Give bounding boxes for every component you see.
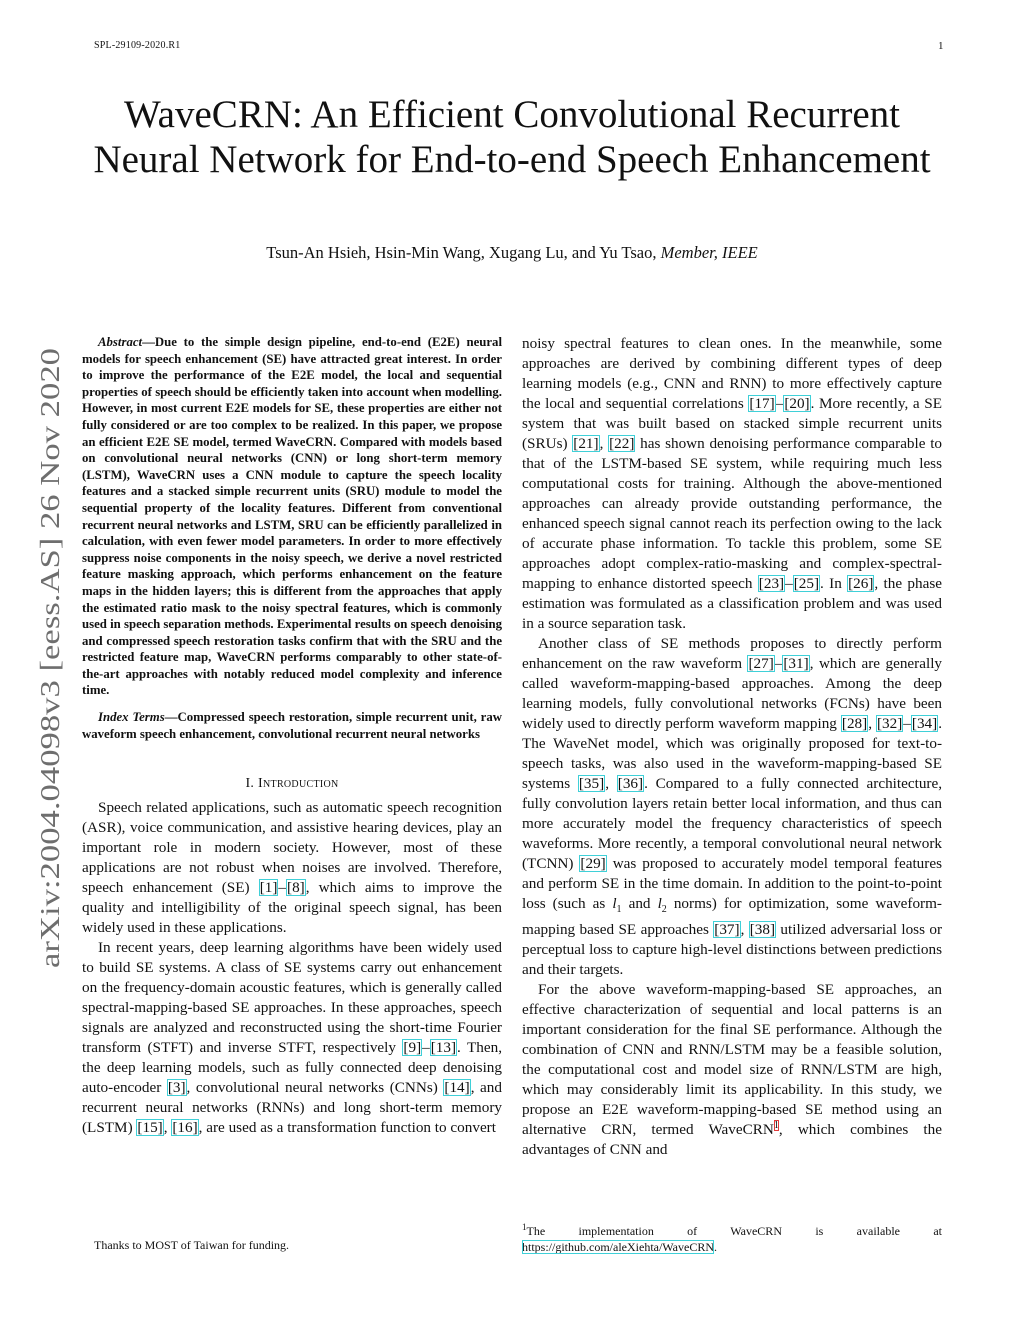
text-run: , which aims to improve the quality and intelligibility of the original speech signal, has been widely used in these applications.: [82, 879, 503, 937]
text-run: ,: [599, 435, 609, 452]
math-l1: [612, 895, 622, 916]
left-column: [82, 334, 502, 1138]
citation-link[interactable]: [37]: [714, 921, 740, 939]
citation-link[interactable]: [14]: [444, 1079, 470, 1097]
math-subscript: 1: [616, 904, 622, 916]
text-run: ,: [605, 775, 617, 792]
citation-link[interactable]: [25]: [793, 575, 820, 592]
text-run: . Compared to a fully connected architecture, fully convolution layers retain better local information, and thus can more accurately model the frequency characteristics of speech waveforms. More recently, a temporal convolutional neural network (TCNN): [522, 775, 943, 872]
math-symbol: l: [612, 895, 617, 912]
math-symbol: l: [657, 895, 662, 912]
citation-link[interactable]: [38]: [749, 921, 776, 939]
text-run: norms) for optimization, some waveform-mapping based SE approaches: [522, 895, 942, 939]
citation-link[interactable]: [28]: [841, 715, 868, 732]
author-membership: Member, IEEE: [660, 243, 758, 262]
abstract: [82, 334, 502, 699]
text-run: For the above waveform-mapping-based SE approaches, an effective characterization of sequential and local patterns is an important consideration for the final SE performance. Although the combination of CNN and RNN/LSTM may be a feasible solution, the computational cost and model size of RNN/LSTM are high, which may considerably limit its applicability. In this study, we propose an E2E waveform-mapping-based SE method using an alternative CRN, termed WaveCRN: [522, 981, 942, 1139]
citation-link[interactable]: [9]: [403, 1039, 422, 1057]
citation-link[interactable]: [22]: [609, 435, 635, 452]
index-terms: [82, 709, 502, 742]
text-run: .: [714, 1240, 717, 1254]
intro-paragraph-4: [522, 980, 942, 1160]
text-run: ,: [163, 1119, 172, 1137]
text-run: ,: [740, 921, 749, 939]
text-run: . Then, the deep learning models, such as fully connected deep denoising auto-encoder: [82, 1039, 502, 1097]
page-number: 1: [938, 40, 944, 52]
citation-link[interactable]: [29]: [580, 855, 606, 872]
funding-footnote: Thanks to MOST of Taiwan for funding.: [94, 1238, 290, 1252]
citation-link[interactable]: [15]: [137, 1119, 163, 1137]
text-run: . More recently, a SE system that was built based on stacked simple recurrent units (SRUs): [522, 395, 943, 452]
text-run: , which combines the advantages of CNN and: [522, 1121, 942, 1159]
citation-link[interactable]: [26]: [848, 575, 874, 592]
footnote-1: [522, 1219, 942, 1255]
citation-link[interactable]: [35]: [578, 775, 605, 792]
right-column: [522, 334, 942, 1160]
citation-link[interactable]: [3]: [167, 1079, 186, 1097]
text-run: noisy spectral features to clean ones. In the meanwhile, some approaches are derived by combining different types of deep learning models (e.g., CNN and RNN) to more effectively capture the local and sequential correlations: [522, 335, 942, 412]
text-run: , which are generally called waveform-mapping-based approaches. Among the deep learning models, fully convolutional networks (FCNs) have been widely used to directly perform waveform mapping: [522, 655, 943, 732]
citation-link[interactable]: [16]: [172, 1119, 198, 1137]
footnote-marker-link[interactable]: 1: [773, 1119, 779, 1131]
arxiv-stamp-text: arXiv:2004.04098v3 [eess.AS] 26 Nov 2020: [35, 485, 65, 968]
text-run: . In: [820, 575, 848, 592]
footnote-number: 1: [522, 1222, 527, 1232]
citation-link[interactable]: [1]: [259, 879, 278, 897]
text-run: Speech related applications, such as automatic speech recognition (ASR), voice communication, and assistive hearing devices, play an important role in modern society. However, most of these applications are not robust when noises are involved. Therefore, speech enhancement (SE): [82, 799, 502, 897]
arxiv-stamp: [35, 338, 65, 978]
text-run: , and recurrent neural networks (RNNs) and long short-term memory (LSTM): [82, 1079, 502, 1137]
text-run: –: [278, 879, 287, 897]
text-run: utilized adversarial loss or perceptual loss to capture high-level distinctions between predictions and their targets.: [522, 921, 943, 979]
author-names: Tsun-An Hsieh, Hsin-Min Wang, Xugang Lu, and Yu Tsao,: [266, 243, 657, 262]
section-numeral: I.: [245, 776, 255, 792]
text-run: . The WaveNet model, which was originally proposed for text-to-speech tasks, was also used in the waveform-mapping-based SE systems: [522, 715, 942, 792]
section-heading: [82, 776, 502, 792]
text-run: , convolutional neural networks (CNNs): [186, 1079, 444, 1097]
citation-link[interactable]: [31]: [783, 655, 809, 672]
index-terms-lead: Index Terms: [98, 710, 165, 725]
citation-link[interactable]: [34]: [911, 715, 938, 732]
citation-link[interactable]: [17]: [749, 395, 775, 412]
github-link[interactable]: https://github.com/aleXiehta/WaveCRN: [522, 1240, 714, 1254]
intro-paragraph-2-continued: [522, 334, 942, 634]
math-l2: [657, 895, 667, 916]
author-line: [80, 243, 944, 263]
citation-link[interactable]: [36]: [617, 775, 644, 792]
paper-title: WaveCRN: An Efficient Convolutional Recurrent Neural Network for End-to-end Speech Enhancement: [93, 93, 931, 181]
abstract-lead: Abstract: [98, 335, 143, 349]
citation-link[interactable]: [21]: [573, 435, 599, 452]
citation-link[interactable]: [32]: [876, 715, 903, 732]
abstract-text: —Due to the simple design pipeline, end-to-end (E2E) neural models for speech enhancement (SE) have attracted great interest. In order to improve the performance of the E2E model, the local and sequential properties of speech should be efficiently taken into account when modelling. However, in most current E2E models for SE, these properties are either not fully considered or are too complex to be realized. In this paper, we propose an efficient E2E SE model, termed WaveCRN. Compared with models based on convolutional neural networks (CNN) or long short-term memory (LSTM), WaveCRN uses a CNN module to capture the speech locality features and a stacked simple recurrent units (SRU) module to model the sequential property of the locality features. Different from conventional recurrent neural networks and LSTM, SRU can be efficiently parallelized in calculation, with even fewer model parameters. In order to more effectively suppress noise components in the noisy speech, we derive a novel restricted feature masking approach, which performs enhancement on the feature maps in the hidden layers; this is different from the approaches that apply the estimated ratio mask to the noisy spectral features, which is commonly used in speech separation methods. Experimental results on speech denoising and compressed speech restoration tasks confirm that with the SRU and the restricted feature map, WaveCRN performs comparably to other state-of-the-art approaches with notably reduced model complexity and inference time.: [82, 335, 502, 698]
index-terms-text: —Compressed speech restoration, simple recurrent unit, raw waveform speech enhancement, convolutional recurrent neural networks: [82, 710, 502, 741]
intro-paragraph-1: [82, 798, 502, 938]
text-run: was proposed to accurately model temporal features and perform SE in the time domain. In addition to the point-to-point loss (such as: [522, 855, 942, 912]
text-run: –: [422, 1039, 430, 1057]
math-subscript: 2: [661, 904, 667, 916]
citation-link[interactable]: [20]: [784, 395, 810, 412]
text-run: , are used as a transformation function to convert: [198, 1119, 496, 1137]
text-run: and: [621, 895, 658, 912]
text-run: –: [785, 575, 793, 592]
footnote-text: The implementation of WaveCRN is available at: [526, 1224, 942, 1238]
intro-paragraph-2: [82, 938, 502, 1138]
text-run: –: [774, 655, 783, 672]
intro-paragraph-3: [522, 634, 942, 980]
manuscript-id: SPL-29109-2020.R1: [94, 40, 181, 51]
text-run: ,: [868, 715, 876, 732]
text-run: , the phase estimation was formulated as a classification problem and was used in a source separation task.: [522, 575, 942, 632]
text-run: In recent years, deep learning algorithms have been widely used to build SE systems. A class of SE systems carry out enhancement on the frequency-domain acoustic features, which is generally called spectral-mapping-based SE approaches. In these approaches, speech signals are analyzed and reconstructed using the short-time Fourier transform (STFT) and inverse STFT, respectively: [82, 939, 502, 1057]
text-run: –: [775, 395, 784, 412]
citation-link[interactable]: [8]: [287, 879, 305, 897]
citation-link[interactable]: [23]: [758, 575, 785, 592]
citation-link[interactable]: [27]: [748, 655, 774, 672]
citation-link[interactable]: [13]: [430, 1039, 457, 1057]
text-run: has shown denoising performance comparable to that of the LSTM-based SE system, while requiring much less computational costs for training. Although the above-mentioned approaches can already provide outstanding performance, the enhanced speech signal cannot reach its perfection owing to the lack of accurate phase information. To tackle this problem, some SE approaches adopt complex-ratio-masking and complex-spectral-mapping to enhance distorted speech: [522, 435, 943, 592]
section-name: Introduction: [258, 776, 339, 792]
text-run: –: [903, 715, 911, 732]
text-run: Another class of SE methods proposes to directly perform enhancement on the raw waveform: [522, 635, 942, 672]
